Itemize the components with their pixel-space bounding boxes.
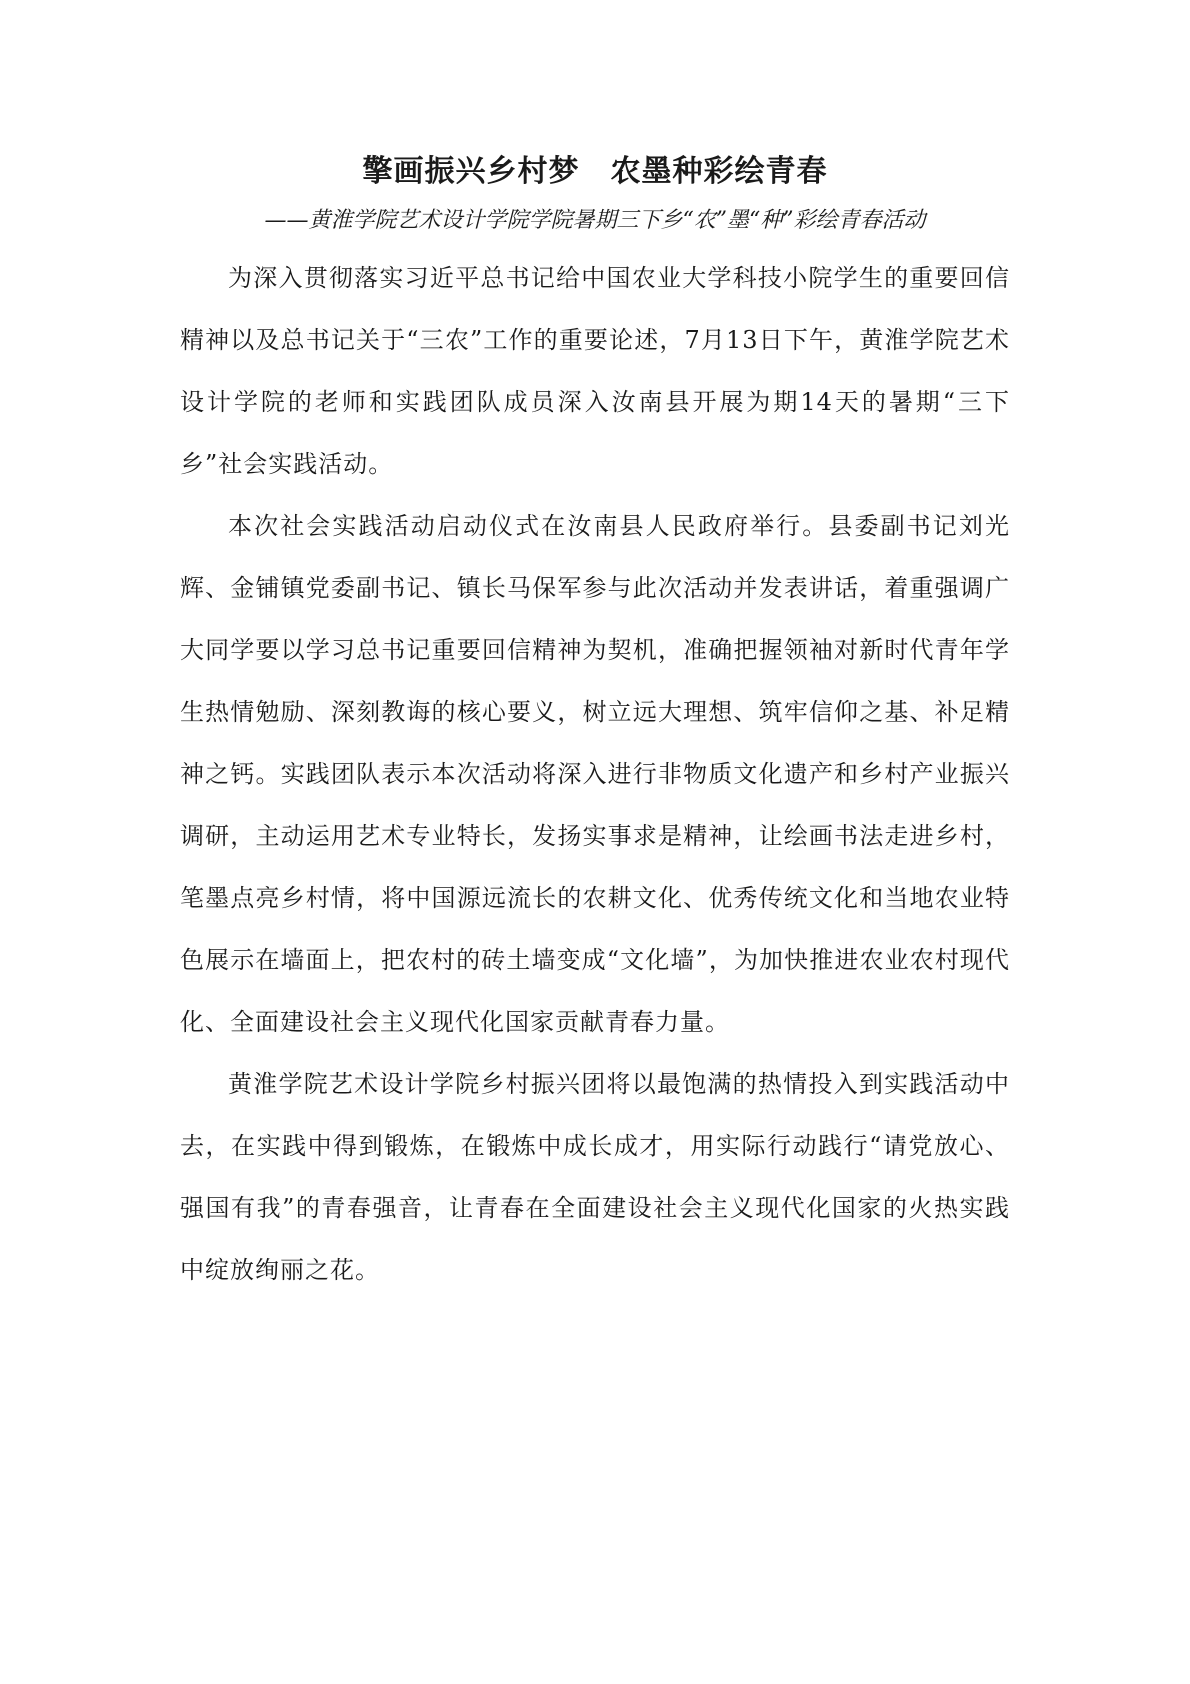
paragraph-3: 黄淮学院艺术设计学院乡村振兴团将以最饱满的热情投入到实践活动中去，在实践中得到锻炼，在锻炼中成长成才，用实际行动践行“请党放心、强国有我”的青春强音，让青春在全面建设社会主义现代化国家的火热实践中绽放绚丽之花。 [180,1070,1010,1284]
paragraph-2: 本次社会实践活动启动仪式在汝南县人民政府举行。县委副书记刘光辉、金铺镇党委副书记、镇长马保军参与此次活动并发表讲话，着重强调广大同学要以学习总书记重要回信精神为契机，准确把握领袖对新时代青年学生热情勉励、深刻教诲的核心要义，树立远大理想、筑牢信仰之基、补足精神之钙。实践团队表示本次活动将深入进行非物质文化遗产和乡村产业振兴调研，主动运用艺术专业特长，发扬实事求是精神，让绘画书法走进乡村，笔墨点亮乡村情，将中国源远流长的农耕文化、优秀传统文化和当地农业特色展示在墙面上，把农村的砖土墙变成“文化墙”，为加快推进农业农村现代化、全面建设社会主义现代化国家贡献青春力量。 [180,512,1010,1036]
document-subtitle: ——黄淮学院艺术设计学院学院暑期三下乡“农”墨“种”彩绘青春活动 [264,208,926,233]
document-body [180,247,1010,1301]
document-title: 擎画振兴乡村梦 农墨种彩绘青春 [362,154,828,189]
paragraph-1: 为深入贯彻落实习近平总书记给中国农业大学科技小院学生的重要回信精神以及总书记关于“三农”工作的重要论述，7月13日下午，黄淮学院艺术设计学院的老师和实践团队成员深入汝南县开展为期14天的暑期“三下乡”社会实践活动。 [180,264,1010,478]
